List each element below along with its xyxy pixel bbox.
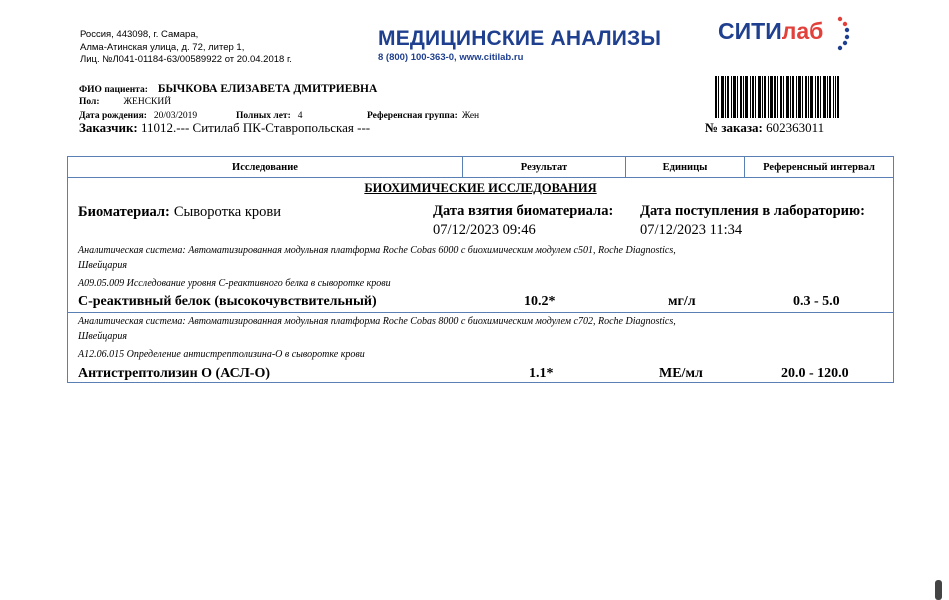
test-system xyxy=(78,314,878,344)
biomaterial-row xyxy=(78,203,281,221)
test-system xyxy=(78,243,878,273)
citilab-logo xyxy=(718,18,823,45)
biomaterial: Сыворотка крови xyxy=(173,204,281,220)
test-name: С-реактивный белок (высокочувствительный) xyxy=(78,294,377,309)
barcode-icon xyxy=(715,76,839,118)
patient-age-label: Полных лет: xyxy=(236,111,291,121)
patient-name: БЫЧКОВА ЕЛИЗАВЕТА ДМИТРИЕВНА xyxy=(157,83,378,95)
received-date: 07/12/2023 11:34 xyxy=(640,222,743,238)
col-header-result: Результат xyxy=(463,157,626,178)
lab-address xyxy=(80,29,292,67)
patient-dob-label: Дата рождения: xyxy=(79,111,147,121)
address-line: Россия, 443098, г. Самара, xyxy=(80,29,199,40)
customer-label: Заказчик: xyxy=(79,120,138,135)
patient-sex-label: Пол: xyxy=(79,97,100,107)
customer-row xyxy=(79,120,370,136)
ref-group-label: Референсная группа: xyxy=(367,111,458,121)
test-reference: 0.3 - 5.0 xyxy=(793,294,840,309)
biomaterial-label: Биоматериал: xyxy=(78,204,170,220)
patient-sex: ЖЕНСКИЙ xyxy=(123,97,172,107)
patient-name-label: ФИО пациента: xyxy=(79,85,148,95)
ref-group: Жен xyxy=(461,111,480,121)
test-system-line: Швейцария xyxy=(78,331,127,342)
test-result: 10.2* xyxy=(524,294,556,309)
test-name: Антистрептолизин О (АСЛ-О) xyxy=(78,366,271,381)
ref-group-row xyxy=(367,105,479,123)
test-code: A12.06.015 Определение антистрептолизина-О в сыворотке крови xyxy=(78,349,365,360)
test-units: мг/л xyxy=(668,294,696,309)
col-header-reference: Референсный интервал xyxy=(745,157,894,178)
test-system-line: Аналитическая система: Автоматизированная модульная платформа Roche Cobas 6000 с биохимическим модулем c501, Roche Diagnostics, xyxy=(78,245,676,256)
test-reference: 20.0 - 120.0 xyxy=(781,366,849,381)
scrollbar-thumb[interactable] xyxy=(935,580,942,600)
col-header-units: Единицы xyxy=(626,157,745,178)
collected-label: Дата взятия биоматериала: xyxy=(433,203,614,219)
collected-date: 07/12/2023 09:46 xyxy=(433,222,536,238)
row-divider xyxy=(67,312,894,313)
address-line: Лиц. №Л041-01184-63/00589922 от 20.04.2018 г. xyxy=(80,54,292,65)
section-title: БИОХИМИЧЕСКИЕ ИССЛЕДОВАНИЯ xyxy=(364,181,597,195)
order-number: 602363011 xyxy=(766,120,825,135)
test-units: МЕ/мл xyxy=(659,366,703,381)
col-header-test: Исследование xyxy=(68,157,463,178)
brand-contacts: 8 (800) 100-363-0, www.citilab.ru xyxy=(378,52,524,63)
test-result: 1.1* xyxy=(529,366,554,381)
patient-age: 4 xyxy=(297,111,303,121)
results-table-header xyxy=(67,156,894,178)
order-row xyxy=(705,120,824,136)
test-code: A09.05.009 Исследование уровня С-реактивного белка в сыворотке крови xyxy=(78,278,391,289)
logo-dots-icon xyxy=(836,16,850,52)
patient-dob: 20/03/2019 xyxy=(153,111,198,121)
customer: 11012.--- Ситилаб ПК-Ставропольская --- xyxy=(141,120,371,135)
address-line: Алма-Атинская улица, д. 72, литер 1, xyxy=(80,41,245,53)
brand-title: МЕДИЦИНСКИЕ АНАЛИЗЫ xyxy=(378,27,662,50)
test-system-line: Аналитическая система: Автоматизированная модульная платформа Roche Cobas 8000 с биохимическим модулем c702, Roche Diagnostics, xyxy=(78,316,676,327)
logo-part-lab: лаб xyxy=(781,18,824,44)
test-system-line: Швейцария xyxy=(78,260,127,271)
received-label: Дата поступления в лабораторию: xyxy=(640,203,865,219)
received-block xyxy=(640,203,865,239)
order-label: № заказа: xyxy=(705,120,763,135)
logo-part-sity: СИТИ xyxy=(718,18,782,44)
collected-block xyxy=(433,203,613,239)
